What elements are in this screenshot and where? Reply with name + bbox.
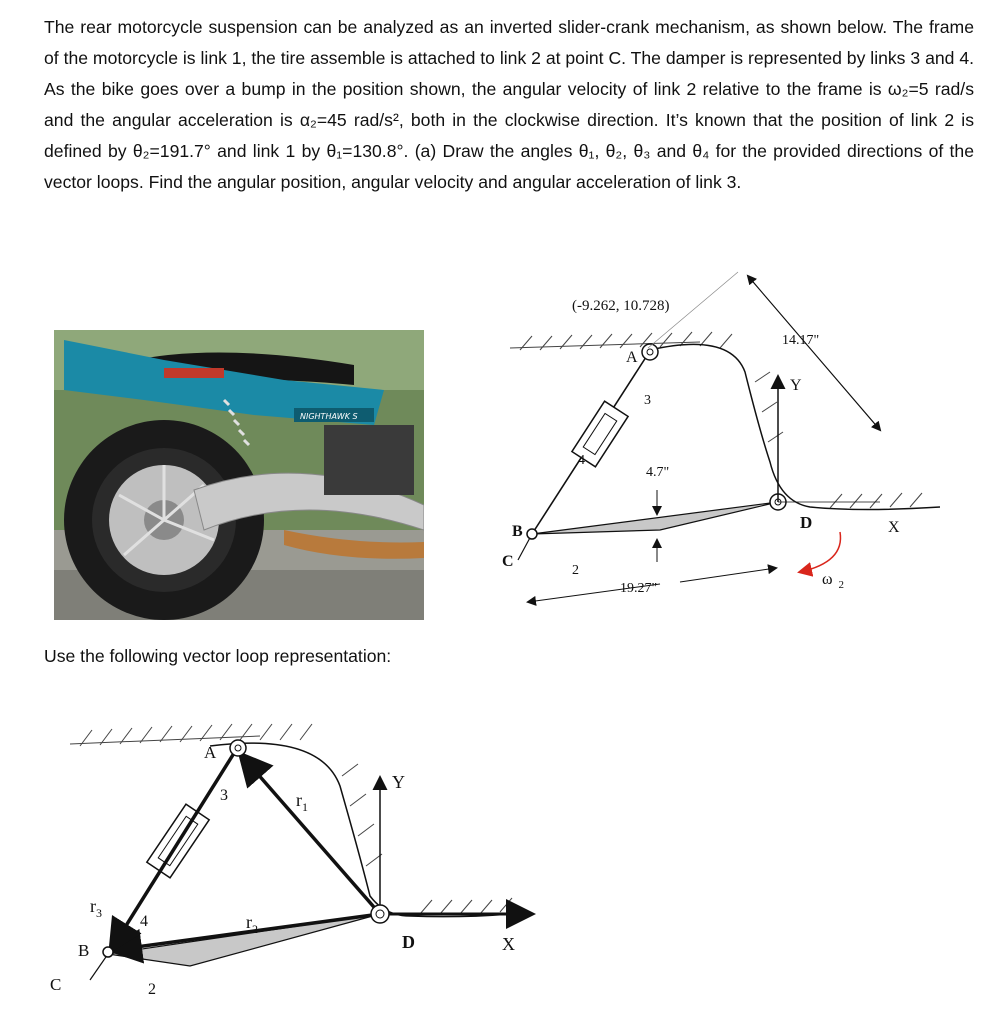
problem-paragraph: The rear motorcycle suspension can be analyzed as an inverted slider-crank mechanism, as shown below. The frame of the motorcycle is link 1, the tire assemble is attached to link 2 at point C. The damper is represented by links 3 and 4. As the bike goes over a bump in the position shown, the angular velocity of link 2 relative to the frame is ω₂=5 rad/s and the angular acceleration is α₂=45 rad/s², both in the clockwise direction. It’s known that the position of link 2 is defined by θ₂=191.7° and link 1 by θ₁=130.8°. (a) Draw the angles θ₁, θ₂, θ₃ and θ₄ for the provided directions of the vector loops. Find the angular position, angular velocity and angular acceleration of link 3. [44,17,974,192]
label-b: B [512,523,523,540]
link-2 [532,502,778,534]
mechanism-diagram-top [500,262,1006,622]
v-label-r2: $r_2$ [246,912,258,936]
v-label-r3: $r_3$ [90,896,102,920]
v-label-d: D [402,932,415,952]
coord-label: (-9.262, 10.728) [572,298,670,314]
label-omega: ω $_2$ [822,571,845,591]
label-d: D [800,513,813,532]
dim-19-27: 19.27" [620,581,658,596]
pivot-b [527,529,537,539]
v-label-r1: $r_1$ [296,790,308,814]
label-y: Y [790,377,802,394]
omega-arrow [800,532,841,572]
vector-r3 [112,750,236,948]
label-link-3: 3 [644,393,651,408]
frame-hatching [510,332,732,350]
label-c: C [502,553,514,570]
v-label-a: A [204,743,217,762]
problem-statement [44,12,974,198]
v-label-b: B [78,941,90,960]
vector-loop-diagram [40,696,540,1016]
v-label-link-2: 2 [148,981,156,998]
dim-14-17: 14.17" [782,333,820,348]
v-label-link-4: 4 [140,913,148,930]
dim-4-7: 4.7" [646,465,670,480]
motorcycle-photo [54,330,424,620]
nighthawk-badge: NIGHTHAWK S [300,412,358,421]
label-x: X [888,519,900,536]
v-label-c: C [50,975,62,994]
v-label-y: Y [392,772,405,792]
label-link-2: 2 [572,563,579,578]
label-a: A [626,349,638,366]
label-link-4: 4 [578,453,585,468]
v-label-link-3: 3 [220,787,228,804]
frame-curve [650,344,940,509]
vector-loop-caption: Use the following vector loop representation: [44,646,392,666]
v-label-x: X [502,934,515,954]
